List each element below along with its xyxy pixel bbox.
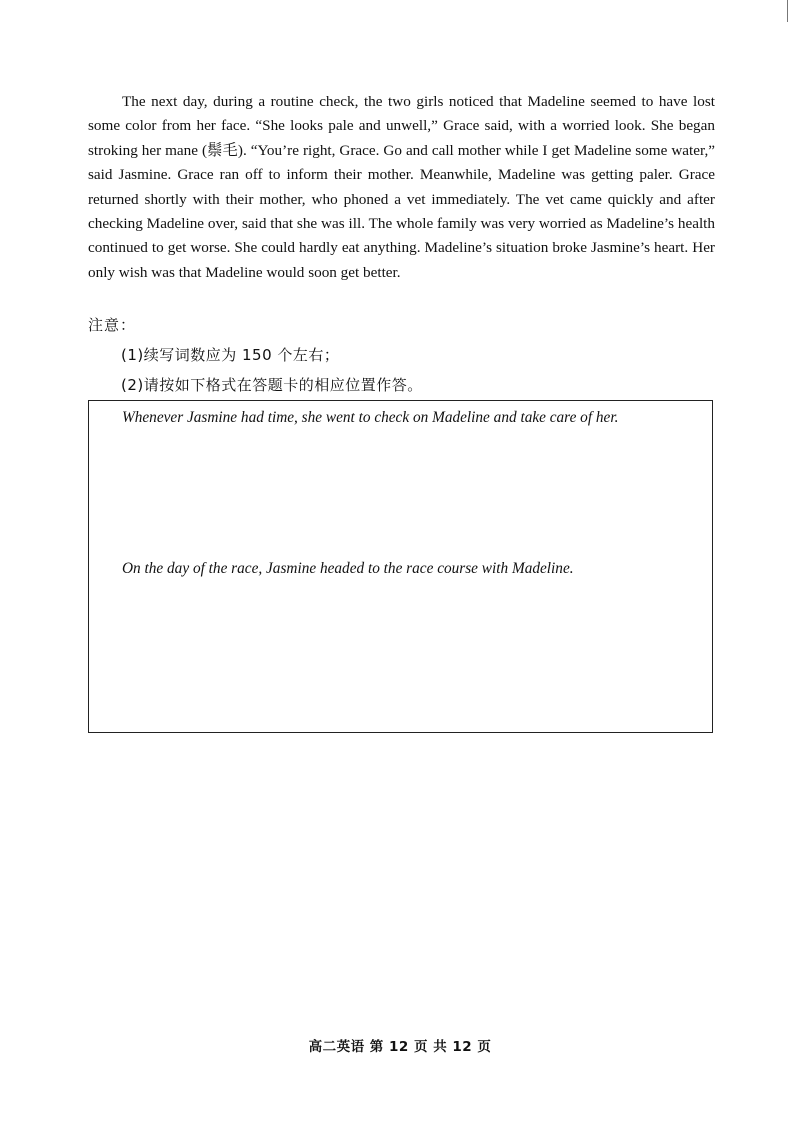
paragraph-2-opening: On the day of the race, Jasmine headed to the race course with Madeline. bbox=[122, 560, 574, 577]
notes-heading: 注意： bbox=[88, 316, 137, 334]
paragraph-1-opening: Whenever Jasmine had time, she went to check on Madeline and take care of her. bbox=[122, 409, 619, 426]
note-answer-format: (2)请按如下格式在答题卡的相应位置作答。 bbox=[121, 376, 423, 394]
page-footer: 高二英语 第 12 页 共 12 页 bbox=[308, 1039, 492, 1055]
story-passage: The next day, during a routine check, the two girls noticed that Madeline seemed to have lost some color from her face. “She looks pale and unwell,” Grace said, with a worried look. She began stroking her mane (鬃毛). “You’re right, Grace. Go and call mother while I get Madeline some water,” said Jasmine. Grace ran off to inform their mother. Meanwhile, Madeline was getting paler. Grace returned shortly with their mother, who phoned a vet immediately. The vet came quickly and after checking Madeline over, said that she was ill. The whole family was very worried as Madeline’s health continued to get worse. She could hardly eat anything. Madeline’s situation broke Jasmine’s heart. Her only wish was that Madeline would soon get better. bbox=[88, 93, 715, 281]
answer-box bbox=[88, 400, 713, 733]
note-word-count: (1)续写词数应为 150 个左右； bbox=[121, 346, 340, 364]
page-edge-mark bbox=[787, 0, 788, 22]
